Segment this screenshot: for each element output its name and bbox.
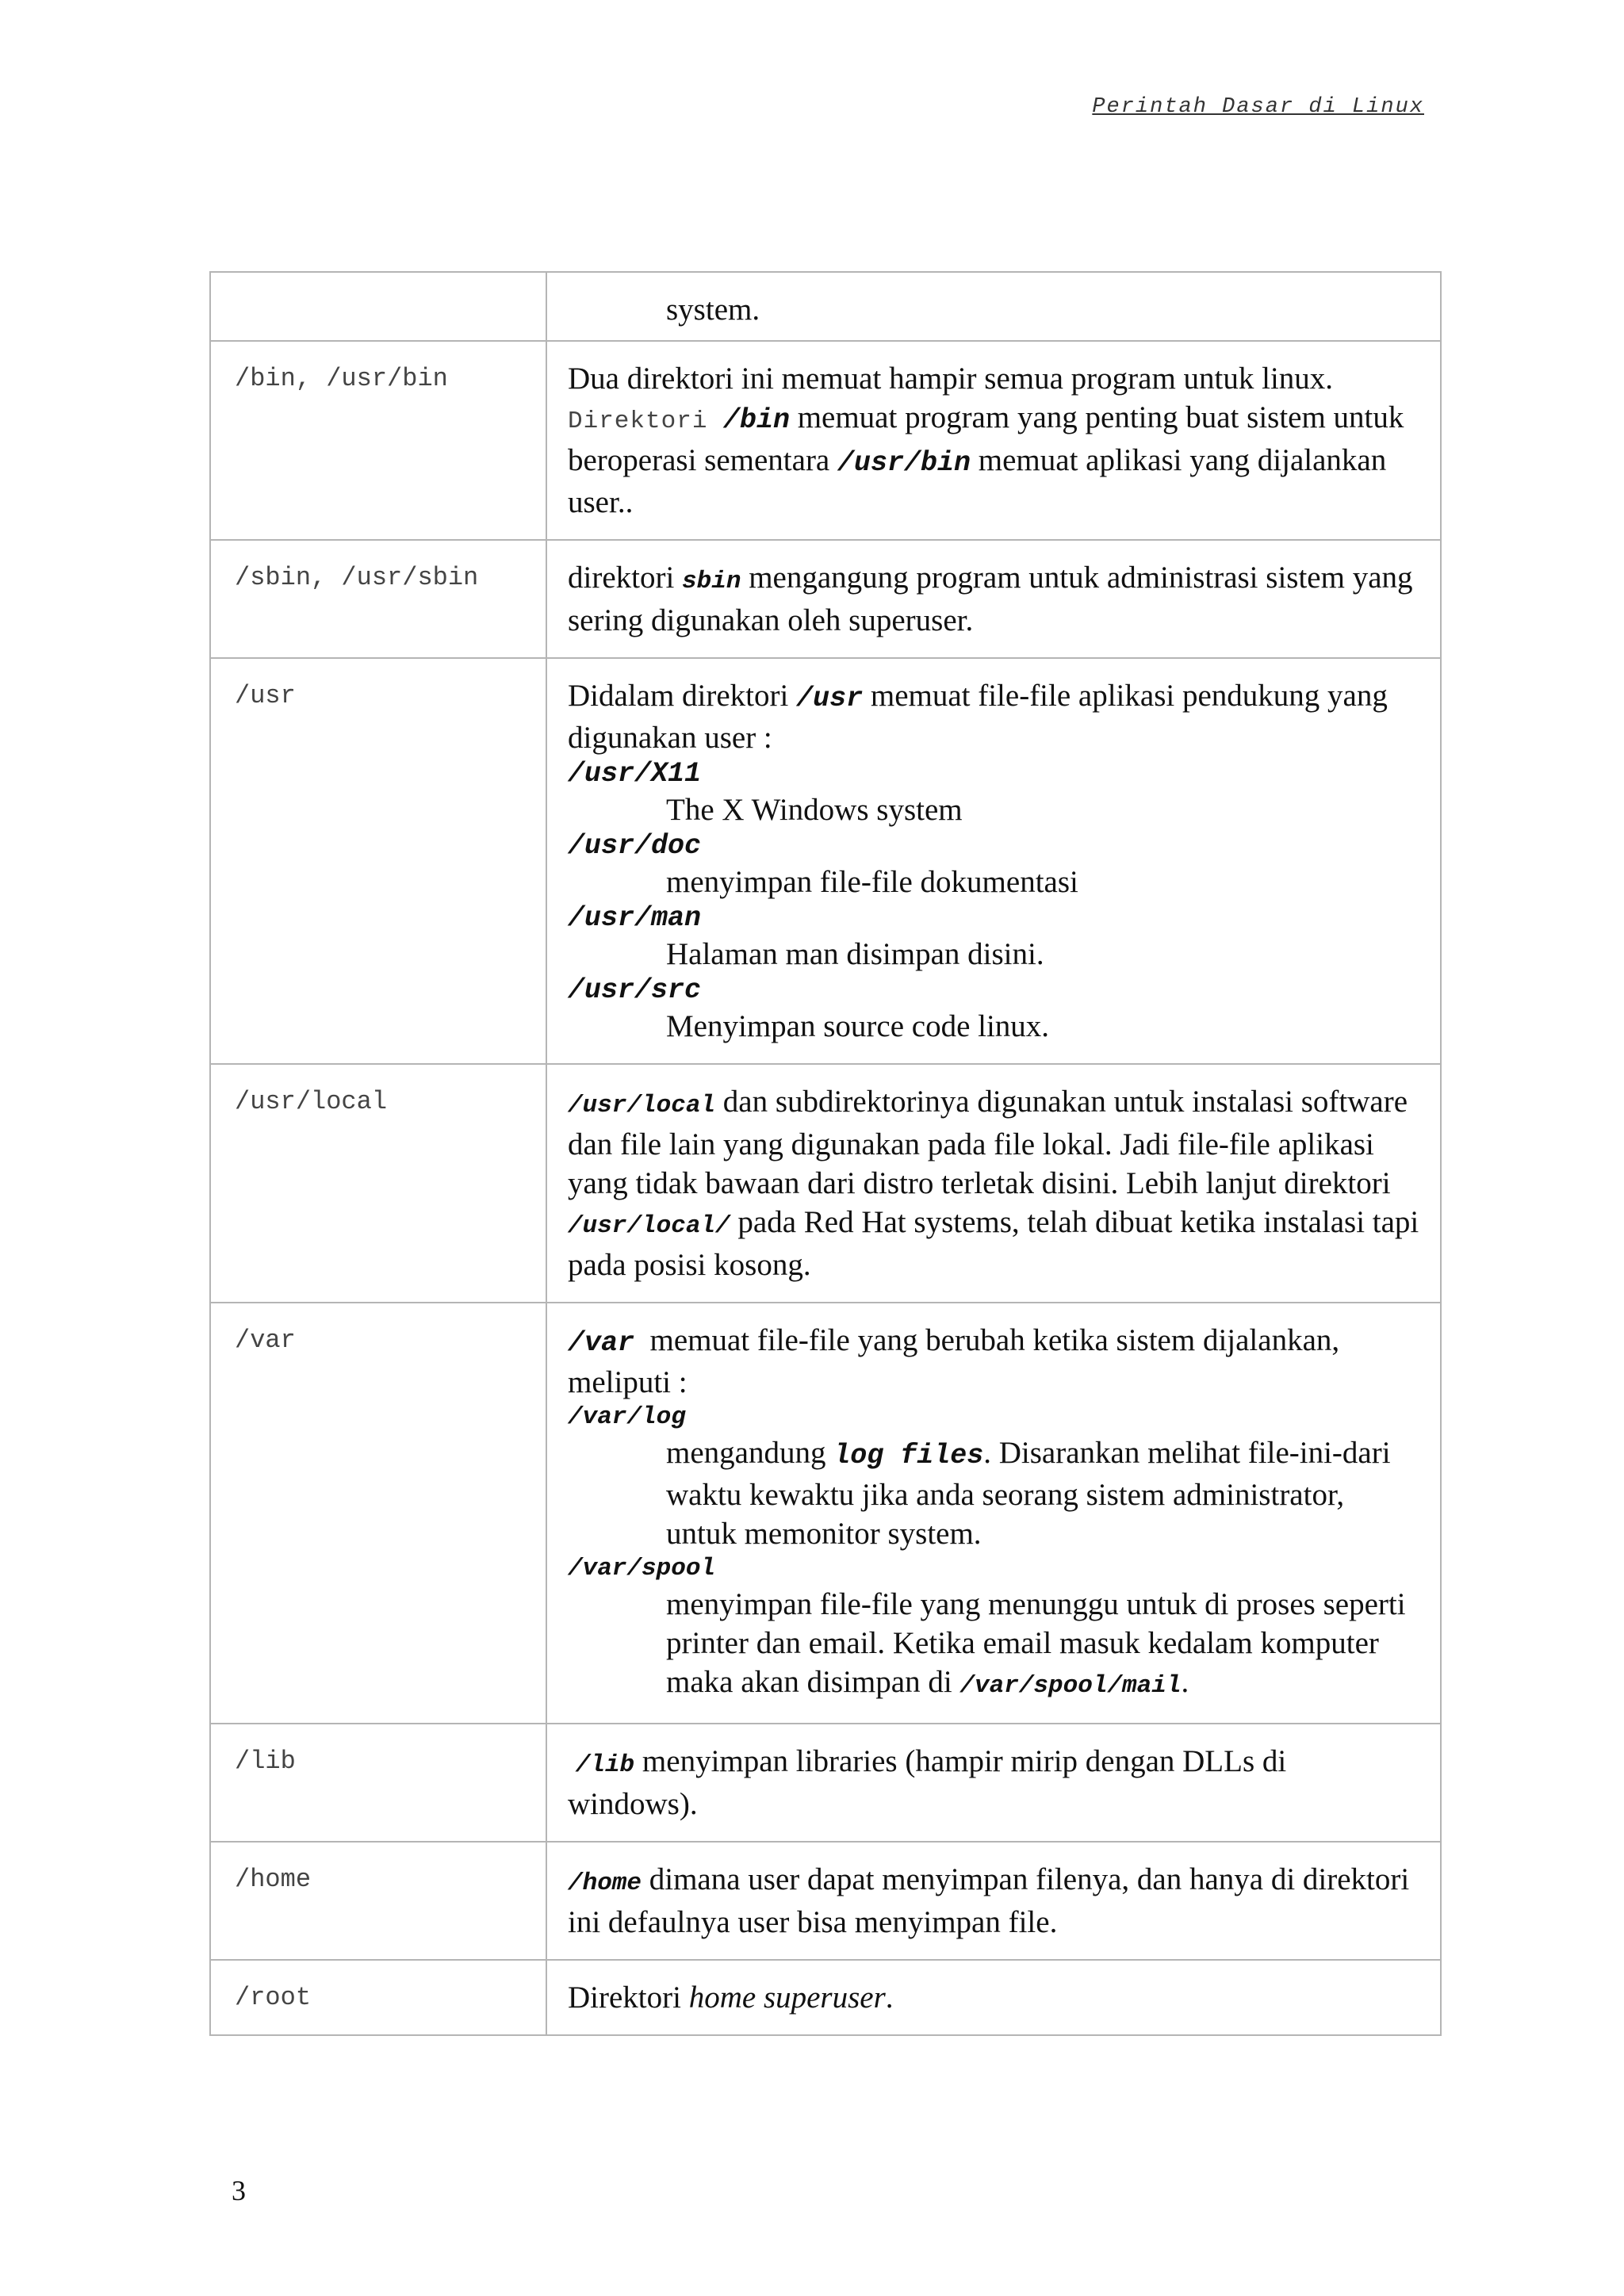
code-term: sbin [682, 568, 741, 595]
subdir-desc: Menyimpan source code linux. [666, 1009, 1050, 1043]
description-cell [546, 658, 1441, 1064]
table-row [210, 341, 1441, 540]
subdir-desc: menyimpan file-file dokumentasi [666, 865, 1078, 899]
table-row [210, 658, 1441, 1064]
path-cell: /bin, /usr/bin [210, 341, 546, 540]
description-cell [546, 272, 1441, 341]
desc-text: menyimpan libraries (hampir mirip dengan DLLs di windows). [568, 1744, 1287, 1821]
table-row [210, 540, 1441, 658]
subdir-name: /usr/doc [568, 830, 702, 862]
path-cell: /usr/local [210, 1064, 546, 1303]
table-row [210, 1960, 1441, 2035]
desc-text: . [885, 1980, 894, 2015]
path-cell: /root [210, 1960, 546, 2035]
running-header: Perintah Dasar di Linux [1092, 95, 1424, 119]
code-term: /lib [575, 1751, 635, 1779]
page-number: 3 [232, 2175, 246, 2206]
code-term: /usr/bin [837, 447, 971, 479]
table-row [210, 272, 1441, 341]
table-row [210, 1842, 1441, 1960]
code-term: log files [833, 1440, 984, 1471]
description-cell [546, 1842, 1441, 1960]
code-term: /usr [796, 683, 864, 714]
subdir-desc: The X Windows system [666, 793, 963, 827]
subdir-name: /var/log [568, 1403, 686, 1431]
desc-text: . [1181, 1665, 1189, 1699]
desc-text: memuat aplikasi yang dijalankan user.. [568, 443, 1387, 519]
code-term: /var [568, 1327, 635, 1359]
desc-text: memuat file-file yang berubah ketika sistem dijalankan, meliputi : [568, 1323, 1340, 1399]
subdir-name: /usr/src [568, 974, 702, 1006]
desc-text: dimana user dapat menyimpan filenya, dan hanya di direktori ini defaulnya user bisa menyimpan file. [568, 1862, 1410, 1939]
desc-text: mengangung program untuk administrasi sistem yang sering digunakan oleh superuser. [568, 561, 1413, 637]
code-term: /home [568, 1869, 642, 1897]
desc-text: direktori [568, 561, 675, 595]
desc-text: dan subdirektorinya digunakan untuk instalasi software dan file lain yang digunakan pada file lokal. Jadi file-file aplikasi yang tidak bawaan dari distro terletak disini. Lebih lanjut direktori [568, 1085, 1408, 1200]
table-row [210, 1303, 1441, 1724]
italic-term: home superuser [688, 1980, 886, 2015]
continued-text: system. [666, 293, 760, 327]
subdir-desc: Halaman man disimpan disini. [666, 937, 1044, 971]
desc-text: memuat file-file aplikasi pendukung yang digunakan user : [568, 679, 1388, 755]
path-cell: /sbin, /usr/sbin [210, 540, 546, 658]
description-cell [546, 1960, 1441, 2035]
subdir-name: /var/spool [568, 1555, 716, 1582]
desc-text: pada Red Hat systems, telah dibuat ketika instalasi tapi pada posisi kosong. [568, 1205, 1419, 1282]
code-term: /bin [722, 404, 790, 436]
path-cell: /var [210, 1303, 546, 1724]
desc-text: Dua direktori ini memuat hampir semua program untuk linux. [568, 362, 1334, 396]
subdir-name: /usr/X11 [568, 758, 702, 790]
description-cell [546, 341, 1441, 540]
subdir-desc [568, 1585, 1421, 1705]
desc-text: menyimpan file-file yang menunggu untuk di proses seperti printer dan email. Ketika email masuk kedalam komputer maka akan disimpan di [666, 1587, 1406, 1699]
code-term: /var/spool/mail [959, 1672, 1182, 1700]
description-cell [546, 1064, 1441, 1303]
table-row [210, 1064, 1441, 1303]
subdir-name: /usr/man [568, 902, 702, 934]
table-row [210, 1724, 1441, 1842]
path-cell: /usr [210, 658, 546, 1064]
directory-table [209, 271, 1442, 2036]
subdir-desc [568, 1433, 1421, 1553]
desc-mono-text: Direktori [568, 408, 708, 435]
desc-text: Direktori [568, 1980, 681, 2015]
path-cell: /home [210, 1842, 546, 1960]
desc-text: mengandung [666, 1436, 826, 1470]
code-term: /usr/local [568, 1092, 716, 1119]
code-term: /usr/local/ [568, 1212, 730, 1240]
description-cell [546, 540, 1441, 658]
desc-text: . Disarankan melihat file-ini-dari waktu kewaktu jika anda seorang sistem administrator, untuk memonitor system. [666, 1436, 1391, 1551]
description-cell [546, 1724, 1441, 1842]
desc-text: Didalam direktori [568, 679, 789, 713]
path-cell: /lib [210, 1724, 546, 1842]
path-cell [210, 272, 546, 341]
description-cell [546, 1303, 1441, 1724]
desc-text: memuat program yang penting buat sistem untuk beroperasi sementara [568, 400, 1404, 477]
